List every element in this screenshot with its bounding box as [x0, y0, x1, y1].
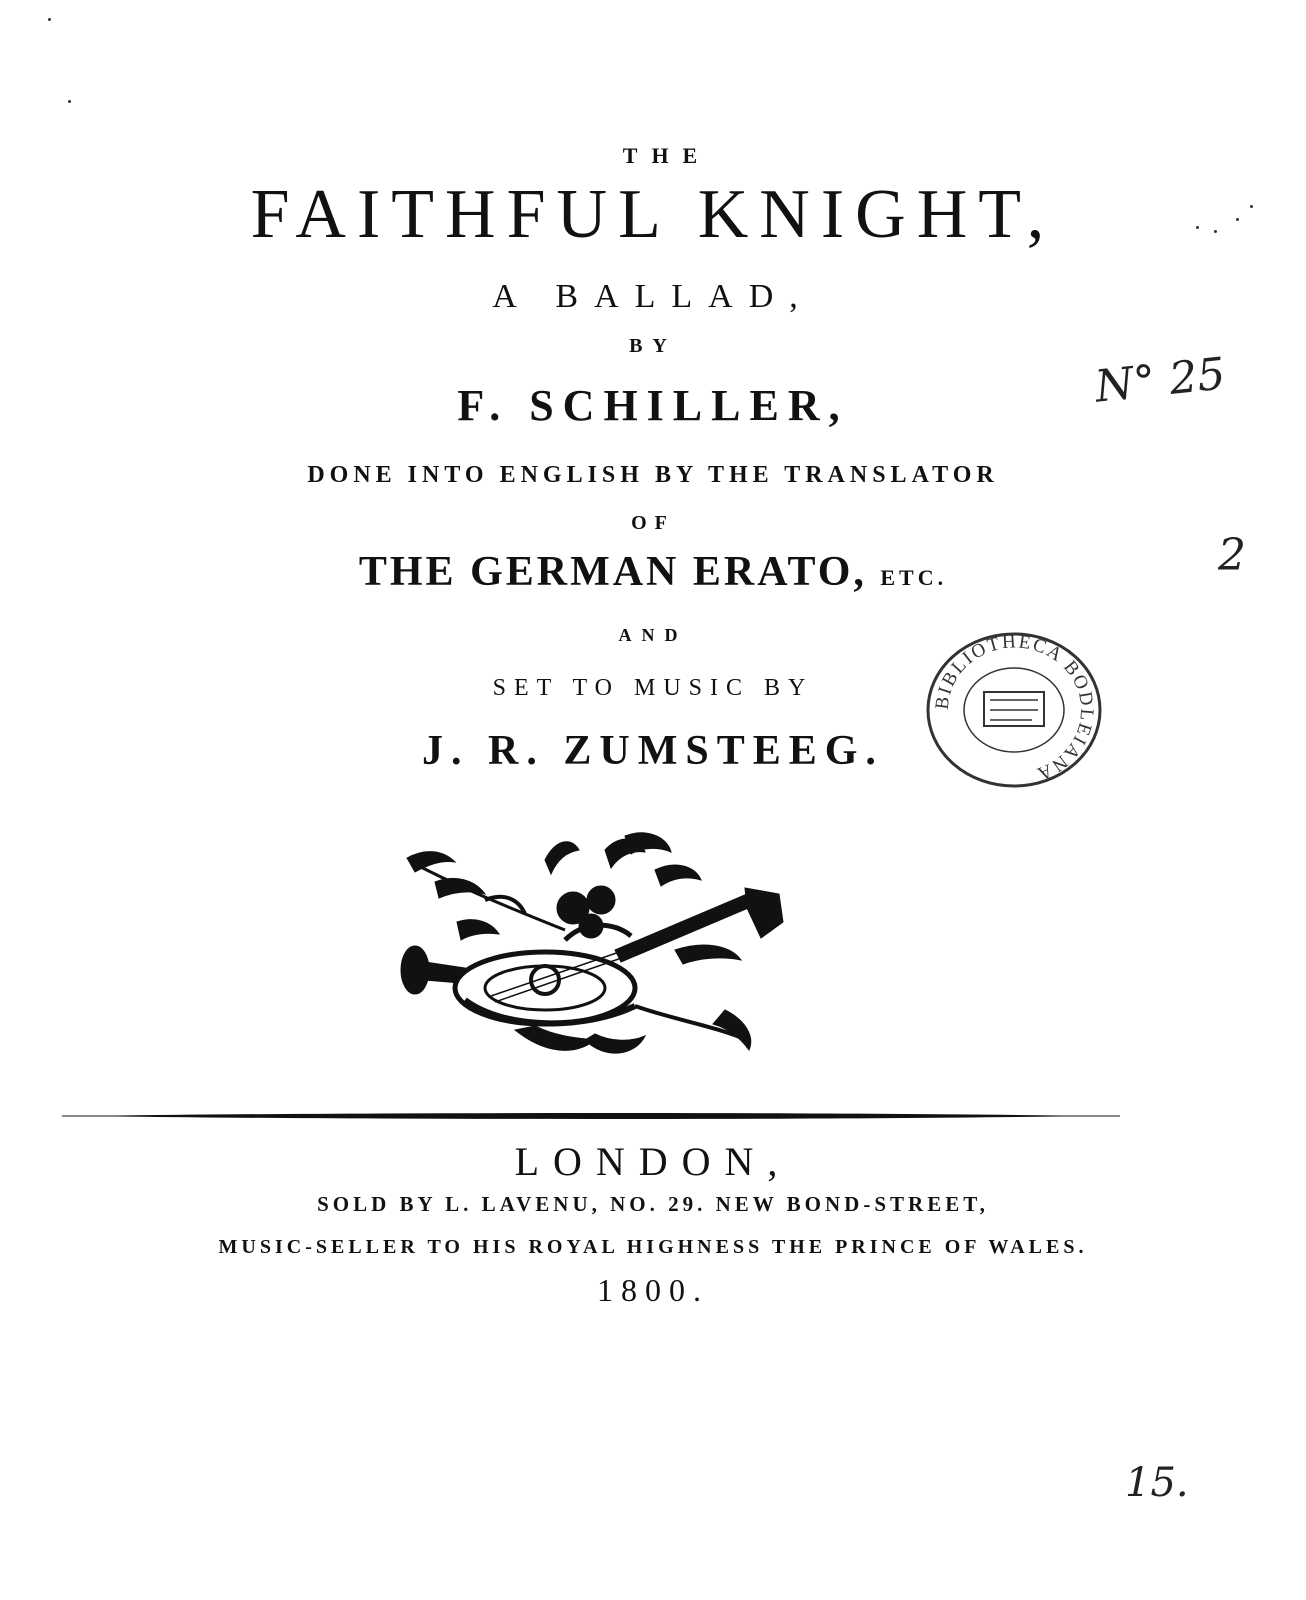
svg-text:BIBLIOTHECA BODLEIANA: [932, 631, 1098, 785]
set-to-music-line: SET TO MUSIC BY: [492, 675, 814, 701]
imprint-city: LONDON,: [514, 1139, 792, 1184]
imprint-appointment: MUSIC-SELLER TO HIS ROYAL HIGHNESS THE PRINCE OF WALES.: [218, 1236, 1088, 1258]
and-line: AND: [618, 625, 688, 645]
scan-speck: [1236, 218, 1239, 221]
author-name: F. SCHILLER,: [457, 381, 849, 430]
library-stamp-image: [922, 630, 1107, 790]
library-stamp-text: BIBLIOTHECA BODLEIANA: [931, 631, 1098, 785]
scan-speck: [1250, 205, 1253, 208]
scan-speck: [1196, 226, 1199, 229]
scan-speck: [48, 18, 51, 21]
work-subtitle: A BALLAD,: [492, 278, 814, 315]
scan-speck: [1214, 230, 1217, 233]
by-line: BY: [629, 335, 677, 357]
translator-work-line: [0, 548, 1306, 596]
translation-line: DONE INTO ENGLISH BY THE TRANSLATOR: [307, 462, 999, 488]
composer-name: J. R. ZUMSTEEG.: [422, 728, 884, 774]
work-title: FAITHFUL KNIGHT,: [250, 176, 1056, 253]
imprint-seller: SOLD BY L. LAVENU, NO. 29. NEW BOND-STREET,: [317, 1192, 989, 1216]
lute-vignette-image: [395, 830, 790, 1060]
translator-work-title: THE GERMAN ERATO,: [358, 549, 867, 595]
divider-rule: [62, 1110, 1120, 1122]
handwritten-shelf-mark: 2: [1218, 530, 1246, 581]
scan-speck: [68, 100, 71, 103]
etc-label: ETC.: [880, 565, 948, 590]
of-line: OF: [631, 512, 675, 534]
handwritten-item-number: N° 25: [1092, 348, 1228, 413]
title-article: THE: [622, 143, 712, 168]
imprint-year: 1800.: [597, 1272, 709, 1308]
handwritten-page-number: 15.: [1125, 1460, 1189, 1506]
